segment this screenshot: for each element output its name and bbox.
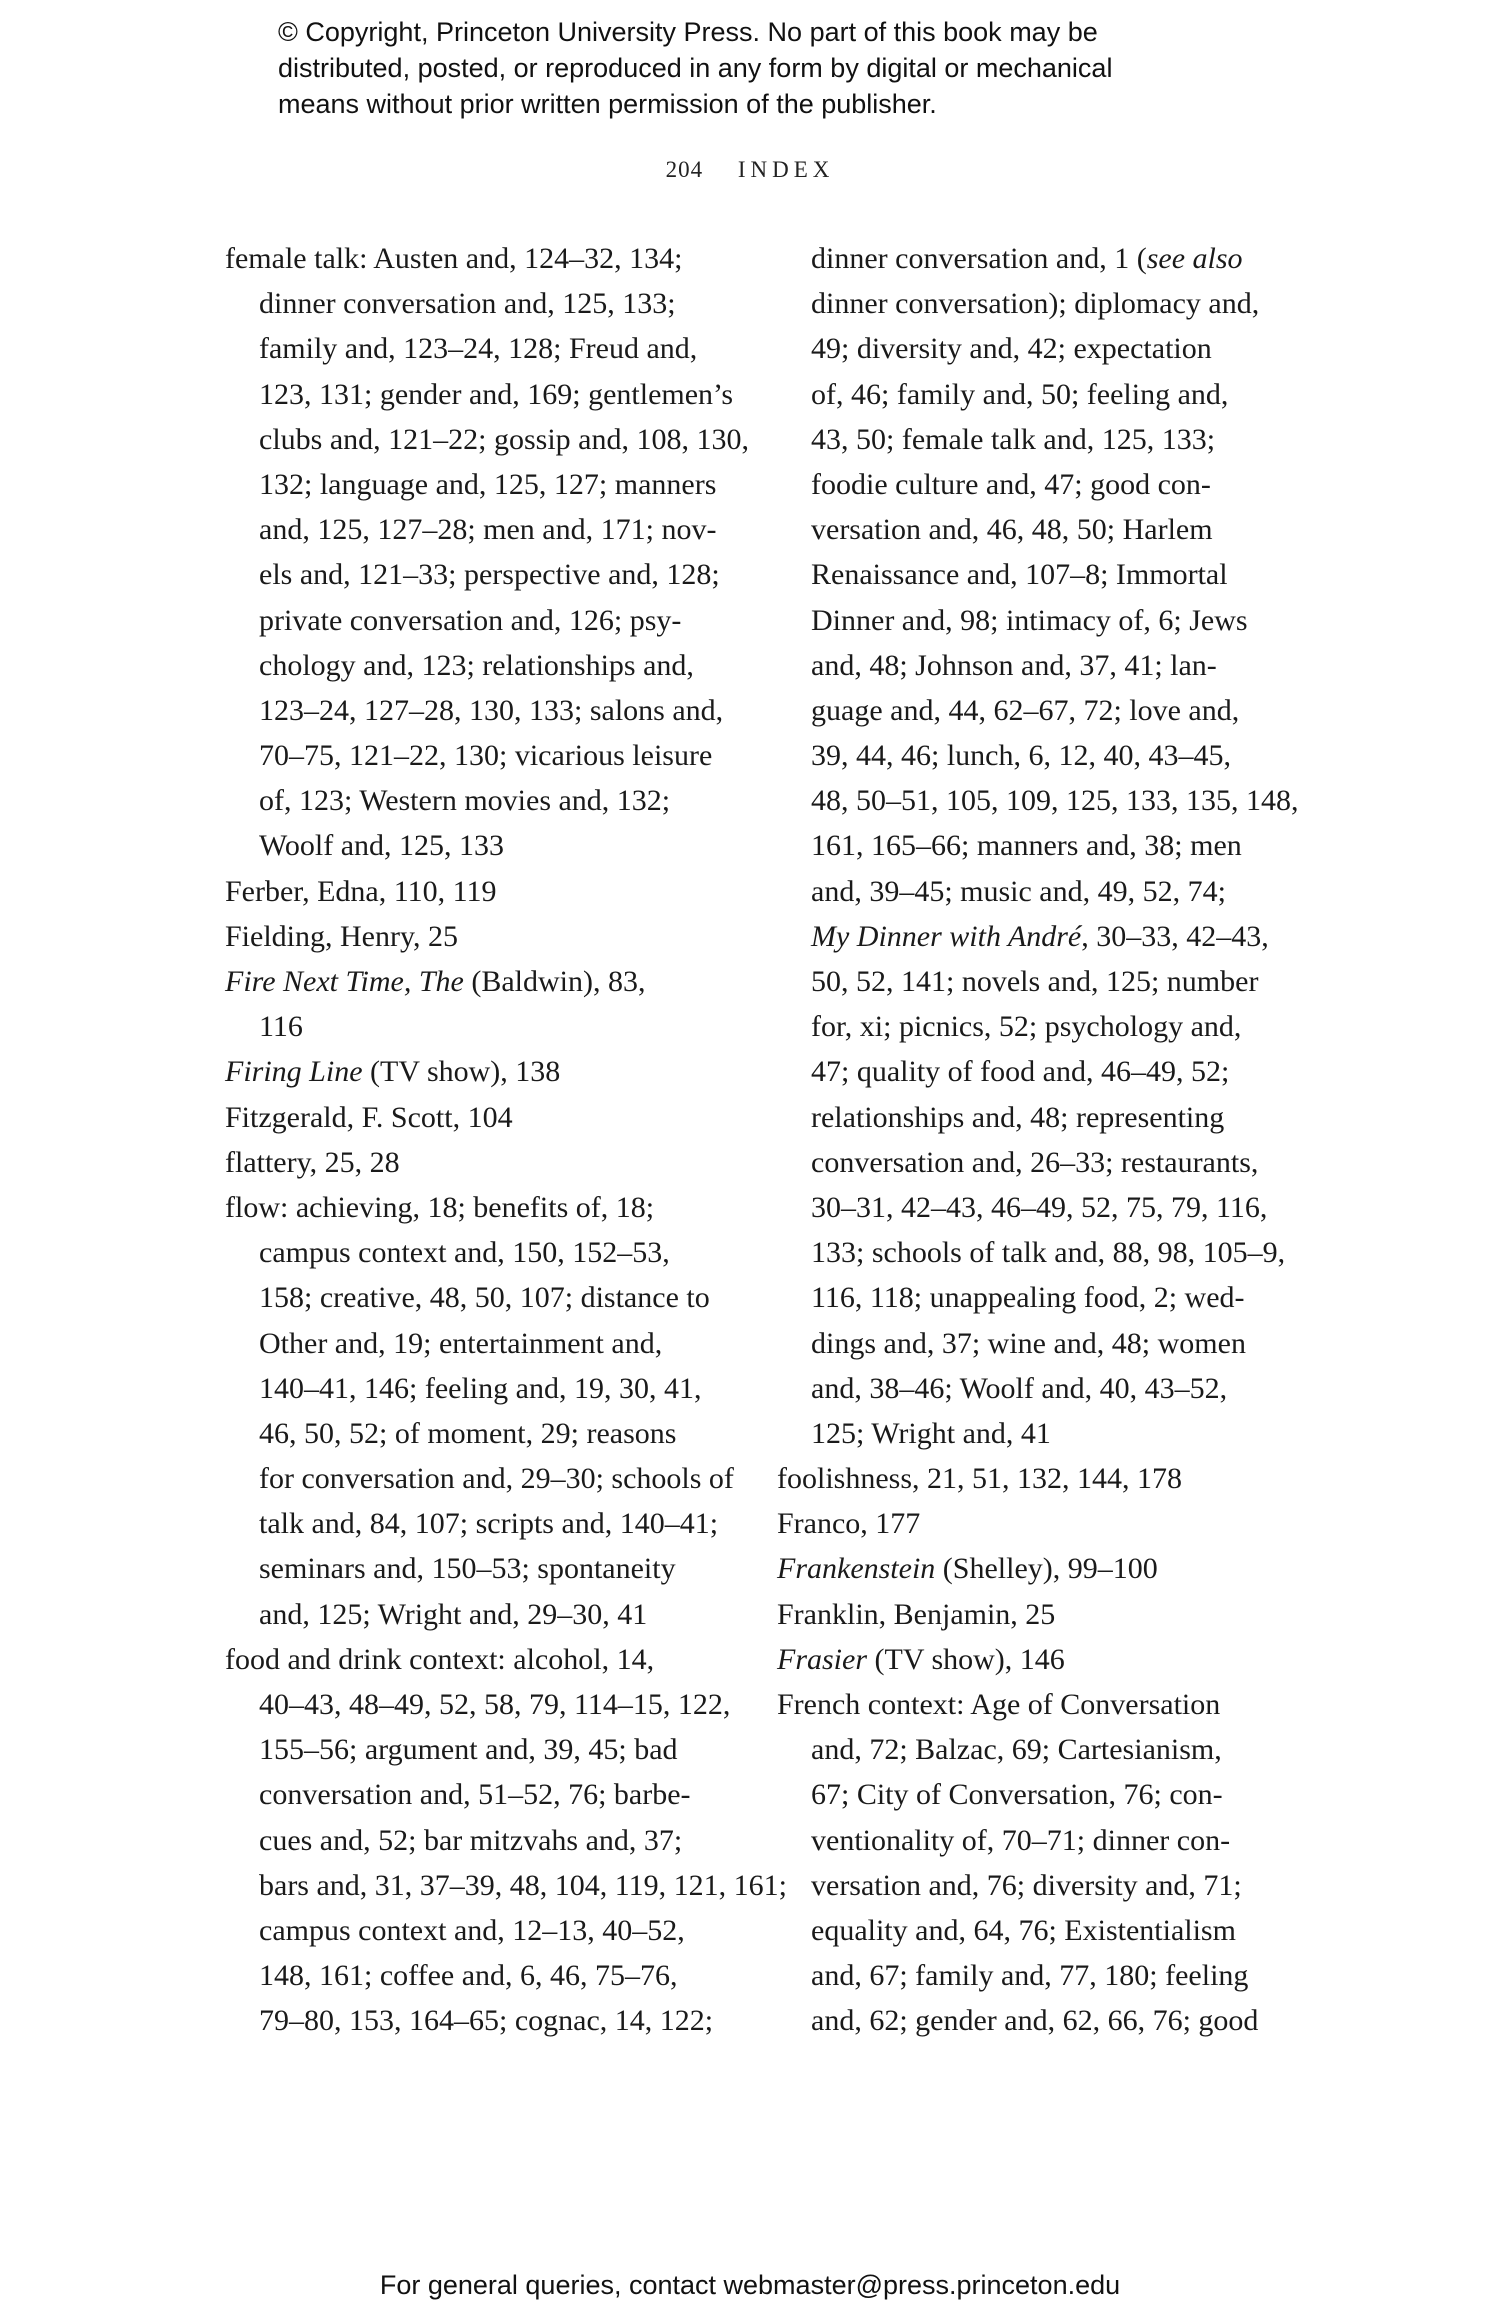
index-entry-line: and, 125, 127–28; men and, 171; nov- <box>259 513 717 547</box>
index-entry-line: clubs and, 121–22; gossip and, 108, 130, <box>259 422 749 456</box>
index-entry-line: My Dinner with André, 30–33, 42–43, <box>811 919 1269 953</box>
index-entry-line: 46, 50, 52; of moment, 29; reasons <box>259 1416 677 1450</box>
index-entry-line: French context: Age of Conversation <box>777 1688 1221 1721</box>
index-entry-line: Frasier (TV show), 146 <box>777 1642 1065 1676</box>
footer-contact: For general queries, contact webmaster@press.princeton.edu <box>379 2270 1121 2300</box>
copyright-line: © Copyright, Princeton University Press. No part of this book may be <box>278 17 1098 47</box>
index-entry-line: talk and, 84, 107; scripts and, 140–41; <box>259 1507 719 1541</box>
index-entry-line: 116 <box>259 1010 303 1044</box>
index-entry-line: equality and, 64, 76; Existentialism <box>811 1913 1236 1947</box>
index-entry-line: els and, 121–33; perspective and, 128; <box>259 558 720 592</box>
index-entry-line: 67; City of Conversation, 76; con- <box>811 1778 1223 1812</box>
index-entry-line: 40–43, 48–49, 52, 58, 79, 114–15, 122, <box>259 1688 731 1721</box>
index-entry-line: Dinner and, 98; intimacy of, 6; Jews <box>811 603 1248 637</box>
index-entry-line: Ferber, Edna, 110, 119 <box>225 874 497 908</box>
copyright-line: means without prior written permission of the publisher. <box>278 89 937 119</box>
index-entry-line: and, 48; Johnson and, 37, 41; lan- <box>811 648 1217 682</box>
index-entry-line: Other and, 19; entertainment and, <box>259 1326 663 1360</box>
index-entry-line: 30–31, 42–43, 46–49, 52, 75, 79, 116, <box>811 1190 1268 1224</box>
page-number: 204 <box>665 157 704 182</box>
index-entry-line: conversation and, 51–52, 76; barbe- <box>259 1778 691 1812</box>
index-entry-line: versation and, 46, 48, 50; Harlem <box>811 513 1213 547</box>
index-entry-line: 155–56; argument and, 39, 45; bad <box>259 1733 678 1767</box>
index-entry-line: ventionality of, 70–71; dinner con- <box>811 1823 1231 1857</box>
italic-title: see also <box>1146 242 1243 275</box>
index-entry-line: Woolf and, 125, 133 <box>259 829 505 863</box>
index-entry-line: chology and, 123; relationships and, <box>259 648 694 682</box>
index-entry-line: and, 62; gender and, 62, 66, 76; good <box>811 2004 1259 2038</box>
index-entry-line: 43, 50; female talk and, 125, 133; <box>811 422 1216 456</box>
index-entry-line: Fielding, Henry, 25 <box>225 919 459 953</box>
index-entry-line: 116, 118; unappealing food, 2; wed- <box>811 1281 1245 1315</box>
index-entry-line: 125; Wright and, 41 <box>811 1416 1051 1450</box>
index-entry-line: female talk: Austen and, 124–32, 134; <box>225 242 683 275</box>
index-column-right <box>777 236 1297 2044</box>
index-entry-line: 132; language and, 125, 127; manners <box>259 467 717 501</box>
index-entry-line: 39, 44, 46; lunch, 6, 12, 40, 43–45, <box>811 739 1231 773</box>
italic-title: Fire Next Time, The <box>225 965 464 998</box>
italic-title: Frankenstein <box>777 1552 936 1586</box>
index-entry-line: campus context and, 12–13, 40–52, <box>259 1913 685 1947</box>
index-entry-line: flow: achieving, 18; benefits of, 18; <box>225 1190 655 1224</box>
index-entry-line: conversation and, 26–33; restaurants, <box>811 1145 1259 1179</box>
italic-title: Firing Line <box>225 1055 363 1089</box>
index-entry-line: 49; diversity and, 42; expectation <box>811 332 1212 366</box>
index-entry-line: private conversation and, 126; psy- <box>259 603 682 637</box>
index-entry-line: of, 46; family and, 50; feeling and, <box>811 377 1229 411</box>
index-entry-line: 133; schools of talk and, 88, 98, 105–9, <box>811 1236 1286 1270</box>
running-head <box>0 157 1500 183</box>
index-entry-line: dinner conversation); diplomacy and, <box>811 287 1260 321</box>
copyright-notice <box>278 14 1278 122</box>
index-entry-line: and, 38–46; Woolf and, 40, 43–52, <box>811 1371 1228 1405</box>
index-entry-line: 123, 131; gender and, 169; gentlemen’s <box>259 377 734 411</box>
italic-title: My Dinner with André <box>811 919 1082 953</box>
index-column-left <box>225 236 788 2044</box>
copyright-line: distributed, posted, or reproduced in any form by digital or mechanical <box>278 53 1113 83</box>
index-entry-line: food and drink context: alcohol, 14, <box>225 1642 655 1676</box>
index-entry-line: Franco, 177 <box>777 1507 921 1541</box>
index-entry-line: Renaissance and, 107–8; Immortal <box>811 558 1228 592</box>
italic-title: Frasier <box>777 1642 867 1676</box>
index-entry-line: dinner conversation and, 125, 133; <box>259 287 676 321</box>
index-entry-line: 70–75, 121–22, 130; vicarious leisure <box>259 739 713 773</box>
index-entry-line: Fitzgerald, F. Scott, 104 <box>225 1100 513 1134</box>
index-entry-line: campus context and, 150, 152–53, <box>259 1236 670 1270</box>
index-entry-line: 140–41, 146; feeling and, 19, 30, 41, <box>259 1371 702 1405</box>
index-entry-line: Fire Next Time, The (Baldwin), 83, <box>225 965 646 998</box>
index-entry-line: 123–24, 127–28, 130, 133; salons and, <box>259 693 724 727</box>
index-entry-line: for conversation and, 29–30; schools of <box>259 1462 734 1496</box>
index-entry-line: dinner conversation and, 1 (see also <box>811 242 1243 275</box>
index-entry-line: versation and, 76; diversity and, 71; <box>811 1868 1242 1902</box>
index-entry-line: Frankenstein (Shelley), 99–100 <box>777 1552 1158 1586</box>
index-entry-line: and, 125; Wright and, 29–30, 41 <box>259 1597 648 1631</box>
section-title: INDEX <box>737 157 835 182</box>
index-entry-line: Firing Line (TV show), 138 <box>225 1055 561 1089</box>
index-entry-line: for, xi; picnics, 52; psychology and, <box>811 1010 1242 1044</box>
index-entry-line: cues and, 52; bar mitzvahs and, 37; <box>259 1823 683 1857</box>
index-entry-line: of, 123; Western movies and, 132; <box>259 784 671 818</box>
index-entry-line: family and, 123–24, 128; Freud and, <box>259 332 698 366</box>
index-entry-line: 79–80, 153, 164–65; cognac, 14, 122; <box>259 2004 714 2038</box>
index-entry-line: 50, 52, 141; novels and, 125; number <box>811 965 1259 998</box>
index-entry-line: foolishness, 21, 51, 132, 144, 178 <box>777 1462 1182 1496</box>
index-entry-line: 47; quality of food and, 46–49, 52; <box>811 1055 1230 1089</box>
index-entry-line: 161, 165–66; manners and, 38; men <box>811 829 1242 863</box>
index-entry-line: 48, 50–51, 105, 109, 125, 133, 135, 148, <box>811 784 1299 818</box>
index-entry-line: relationships and, 48; representing <box>811 1100 1225 1134</box>
index-entry-line: and, 67; family and, 77, 180; feeling <box>811 1959 1249 1993</box>
index-entry-line: bars and, 31, 37–39, 48, 104, 119, 121, 161; <box>259 1868 788 1902</box>
index-entry-line: flattery, 25, 28 <box>225 1145 400 1179</box>
index-entry-line: guage and, 44, 62–67, 72; love and, <box>811 693 1240 727</box>
index-entry-line: and, 39–45; music and, 49, 52, 74; <box>811 874 1226 908</box>
index-entry-line: seminars and, 150–53; spontaneity <box>259 1552 676 1586</box>
index-entry-line: Franklin, Benjamin, 25 <box>777 1597 1056 1631</box>
index-entry-line: foodie culture and, 47; good con- <box>811 467 1211 501</box>
index-entry-line: and, 72; Balzac, 69; Cartesianism, <box>811 1733 1222 1767</box>
index-entry-line: 158; creative, 48, 50, 107; distance to <box>259 1281 710 1315</box>
index-entry-line: 148, 161; coffee and, 6, 46, 75–76, <box>259 1959 678 1993</box>
index-entry-line: dings and, 37; wine and, 48; women <box>811 1326 1246 1360</box>
